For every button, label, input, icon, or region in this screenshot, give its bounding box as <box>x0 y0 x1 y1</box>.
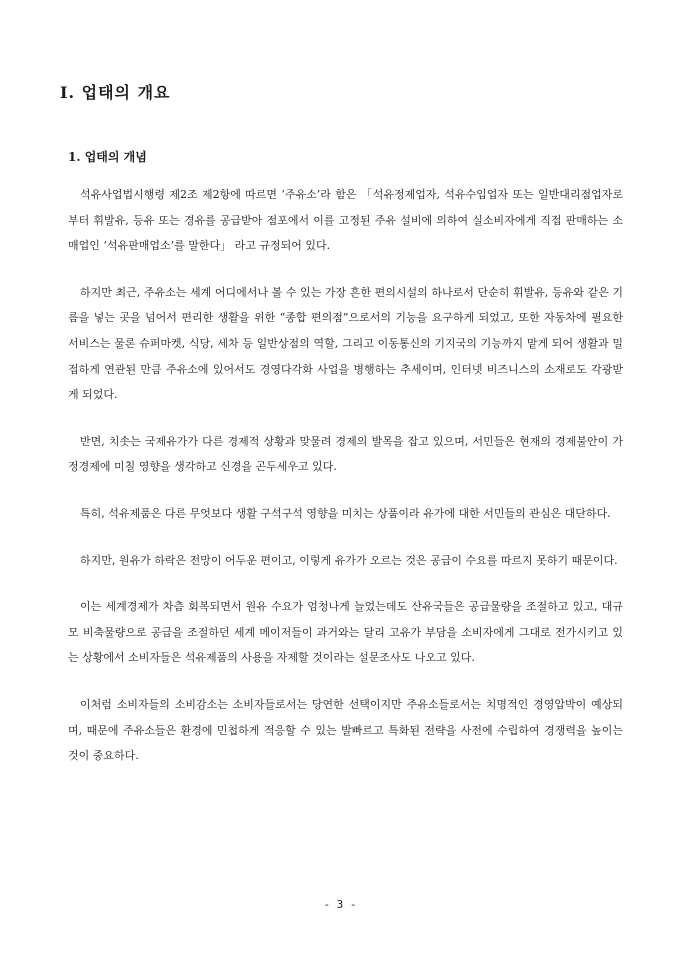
body-text <box>68 182 623 790</box>
paragraph-consumer-interest: 특히, 석유제품은 다른 무엇보다 생활 구석구석 영향을 미치는 상품이라 유가에 대한 서민들의 관심은 대단하다. <box>80 506 611 520</box>
paragraph-world-economy: 이는 세계경제가 차츰 회복되면서 원유 수요가 엄청나게 늘었는데도 산유국들은 공급물량을 조절하고 있고, 대규모 비축물량으로 공급을 조절하던 세계 메이저들이 과거와는 달리 고유가 부담을 소비자에게 그대로 전가시키고 있는 상황에서 소비자들은 석유제품의 사용을 자제할 것이라는 설문조사도 나오고 있다. <box>68 600 623 665</box>
paragraph-strategy: 이처럼 소비자들의 소비감소는 소비자들로서는 당연한 선택이지만 주유소들로서는 치명적인 경영압박이 예상되며, 때문에 주유소들은 환경에 민첩하게 적응할 수 있는 발빠르고 특화된 전략을 사전에 수립하여 경쟁력을 높이는 것이 중요하다. <box>68 697 623 763</box>
page-number: - 3 - <box>323 898 357 911</box>
paragraph-oil-prices: 반면, 치솟는 국제유가가 다른 경제적 상황과 맞물려 경제의 발목을 잡고 있으며, 서민들은 현재의 경제불안이 가정경제에 미칠 영향을 생각하고 신경을 곤두세우고 있다. <box>68 434 623 474</box>
paragraph-supply-demand: 하지만, 원유가 하락은 전망이 어두운 편이고, 이렇게 유가가 오르는 것은 공급이 수요를 따르지 못하기 때문이다. <box>80 553 618 567</box>
chapter-title: I. 업태의 개요 <box>60 83 171 102</box>
paragraph-recent-trend: 하지만 최근, 주유소는 세계 어디에서나 볼 수 있는 가장 흔한 편의시설의 하나로서 단순히 휘발유, 등유와 같은 기름을 넣는 곳을 넘어서 편리한 생활을 위한 “종합 편의점”으로서의 기능을 요구하게 되었고, 또한 자동차에 필요한 서비스는 물론 슈퍼마켓, 식당, 세차 등 일반상점의 역할, 그리고 이동통신의 기지국의 기능까지 맡게 되어 생활과 밀접하게 연관된 만큼 주유소에 있어서도 경영다각화 사업을 병행하는 추세이며, 인터넷 비즈니스의 소재로도 각광받게 되었다. <box>68 285 623 402</box>
section-title: 1. 업태의 개념 <box>68 150 147 164</box>
paragraph-definition: 석유사업법시행령 제2조 제2항에 따르면 ‘주유소’라 함은 「석유정제업자, 석유수입업자 또는 일반대리점업자로부터 휘발유, 등유 또는 경유를 공급받아 점포에서 이를 고정된 주유 설비에 의하여 실소비자에게 직접 판매하는 소매업인 ‘석유판매업소’를 말한다」 라고 규정되어 있다. <box>68 188 623 253</box>
